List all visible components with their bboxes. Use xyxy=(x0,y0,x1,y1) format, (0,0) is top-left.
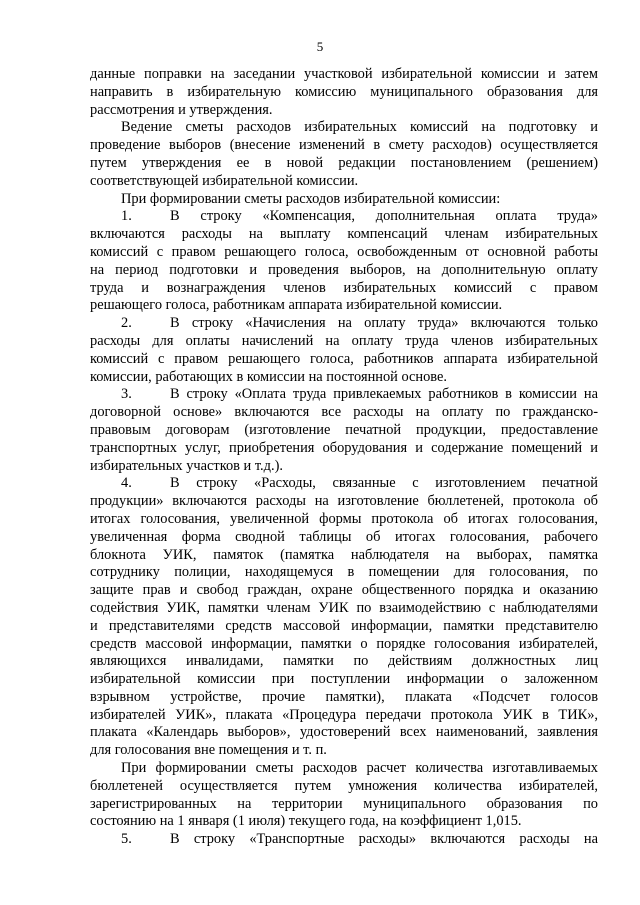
text-line xyxy=(90,404,598,422)
text-line xyxy=(90,600,598,618)
item-number: 4. xyxy=(121,475,132,492)
line-text: для голосования вне помещения и т. п. xyxy=(90,742,327,759)
text-line xyxy=(90,653,598,671)
body-text xyxy=(90,66,598,849)
text-line xyxy=(90,796,598,814)
line-text: В строку «Начисления на оплату труда» включаются только xyxy=(170,315,598,332)
text-line xyxy=(90,582,598,600)
text-line xyxy=(90,458,598,476)
text-line xyxy=(90,689,598,707)
text-line xyxy=(90,84,598,102)
line-text: правовым договорам (изготовление печатной продукции, предоставление xyxy=(90,421,598,438)
text-line xyxy=(90,102,598,120)
text-line xyxy=(90,226,598,244)
line-text: на период подготовки и проведения выборов, на дополнительную оплату xyxy=(90,261,598,278)
line-text: При формировании сметы расходов избирательной комиссии: xyxy=(121,190,501,207)
line-text: состоянию на 1 января (1 июля) текущего года, на коэффициент 1,015. xyxy=(90,813,522,830)
text-line xyxy=(90,66,598,84)
line-text: увеличенная форма сводной таблицы об итогах голосования, рабочего xyxy=(90,528,598,545)
text-line xyxy=(90,244,598,262)
text-line xyxy=(90,422,598,440)
item-number: 5. xyxy=(121,831,132,848)
line-text: зарегистрированных на территории муниципального образования по xyxy=(90,795,598,812)
line-text: сотруднику полиции, находящемуся в помещении для голосования, по xyxy=(90,564,598,581)
line-text: При формировании сметы расходов расчет количества изготавливаемых xyxy=(121,760,598,777)
text-line xyxy=(90,262,598,280)
line-text: избирательной комиссии при поступлении информации о заложенном xyxy=(90,671,598,688)
text-line xyxy=(90,351,598,369)
line-text: блокнота УИК, памяток (памятка наблюдателя на выборах, памятка xyxy=(90,546,598,563)
line-text: защите прав и свобод граждан, охране общественного порядка и оказанию xyxy=(90,582,598,599)
text-line xyxy=(90,315,598,333)
line-text: комиссий с правом решающего голоса, работников аппарата избирательной xyxy=(90,350,598,367)
line-text: Ведение сметы расходов избирательных комиссий на подготовку и xyxy=(121,119,598,136)
line-text: содействия УИК, памятки членам УИК по взаимодействию с наблюдателями xyxy=(90,599,598,616)
text-line xyxy=(90,440,598,458)
line-text: В строку «Компенсация, дополнительная оплата труда» xyxy=(170,208,598,225)
line-text: труда и вознаграждения членов избирательных комиссий с правом xyxy=(90,279,598,296)
line-text: избирателей УИК», плаката «Процедура передачи протокола УИК в ТИК», xyxy=(90,706,598,723)
line-text: плаката «Календарь выборов», удостоверений всех наименований, заявления xyxy=(90,724,598,741)
line-text: итогах голосования, увеличенной формы протокола об итогах голосования, xyxy=(90,510,598,527)
line-text: В строку «Оплата труда привлекаемых работников в комиссии на xyxy=(170,386,598,403)
text-line xyxy=(90,760,598,778)
line-text: средств массовой информации, памятки о порядке голосования избирателей, xyxy=(90,635,598,652)
text-line xyxy=(90,813,598,831)
text-line xyxy=(90,778,598,796)
text-line xyxy=(90,831,598,849)
text-line xyxy=(90,707,598,725)
text-line xyxy=(90,369,598,387)
line-text: бюллетеней осуществляется путем умножения количества избирателей, xyxy=(90,777,598,794)
line-text: решающего голоса, работникам аппарата избирательной комиссии. xyxy=(90,297,503,314)
text-line xyxy=(90,191,598,209)
text-line xyxy=(90,297,598,315)
line-text: рассмотрения и утверждения. xyxy=(90,101,273,118)
line-text: соответствующей избирательной комиссии. xyxy=(90,172,359,189)
line-text: включаются расходы на выплату компенсаций членам избирательных xyxy=(90,226,598,243)
line-text: данные поправки на заседании участковой избирательной комиссии и затем xyxy=(90,66,598,82)
line-text: путем утверждения ее в новой редакции постановлением (решением) xyxy=(90,154,598,171)
text-line xyxy=(90,671,598,689)
page-number: 5 xyxy=(316,39,324,54)
item-number: 2. xyxy=(121,315,132,332)
item-number: 1. xyxy=(121,208,132,225)
text-line xyxy=(90,119,598,137)
text-line xyxy=(90,493,598,511)
line-text: транспортных услуг, приобретения оборудования и содержание помещений и xyxy=(90,439,598,456)
text-line xyxy=(90,618,598,636)
text-line xyxy=(90,564,598,582)
text-line xyxy=(90,208,598,226)
text-line xyxy=(90,475,598,493)
line-text: и представителями средств массовой информации, памятки представителю xyxy=(90,617,598,634)
text-line xyxy=(90,280,598,298)
line-text: проведение выборов (внесение изменений в смету расходов) осуществляется xyxy=(90,137,598,154)
text-line xyxy=(90,386,598,404)
line-text: договорной основе» включаются все расходы на оплату по гражданско- xyxy=(90,404,598,421)
text-line xyxy=(90,636,598,654)
text-line xyxy=(90,529,598,547)
line-text: В строку «Расходы, связанные с изготовлением печатной xyxy=(170,475,598,492)
text-line xyxy=(90,742,598,760)
text-line xyxy=(90,547,598,565)
item-number: 3. xyxy=(121,386,132,403)
line-text: направить в избирательную комиссию муниципального образования для xyxy=(90,83,598,100)
text-line xyxy=(90,333,598,351)
text-line xyxy=(90,155,598,173)
line-text: взрывном устройстве, прочие памятки), плаката «Подсчет голосов xyxy=(90,688,598,705)
line-text: являющихся инвалидами, памятки по действиям должностных лиц xyxy=(90,653,598,670)
line-text: комиссии, работающих в комиссии на постоянной основе. xyxy=(90,368,448,385)
line-text: В строку «Транспортные расходы» включаются расходы на xyxy=(170,831,598,848)
line-text: расходы для оплаты начислений на оплату труда членов избирательных xyxy=(90,332,598,349)
text-line xyxy=(90,724,598,742)
line-text: избирательных участков и т.д.). xyxy=(90,457,283,474)
text-line xyxy=(90,173,598,191)
line-text: комиссий с правом решающего голоса, освобожденным от основной работы xyxy=(90,243,598,260)
text-line xyxy=(90,137,598,155)
line-text: продукции» включаются расходы на изготовление бюллетеней, протокола об xyxy=(90,493,598,510)
text-line xyxy=(90,511,598,529)
